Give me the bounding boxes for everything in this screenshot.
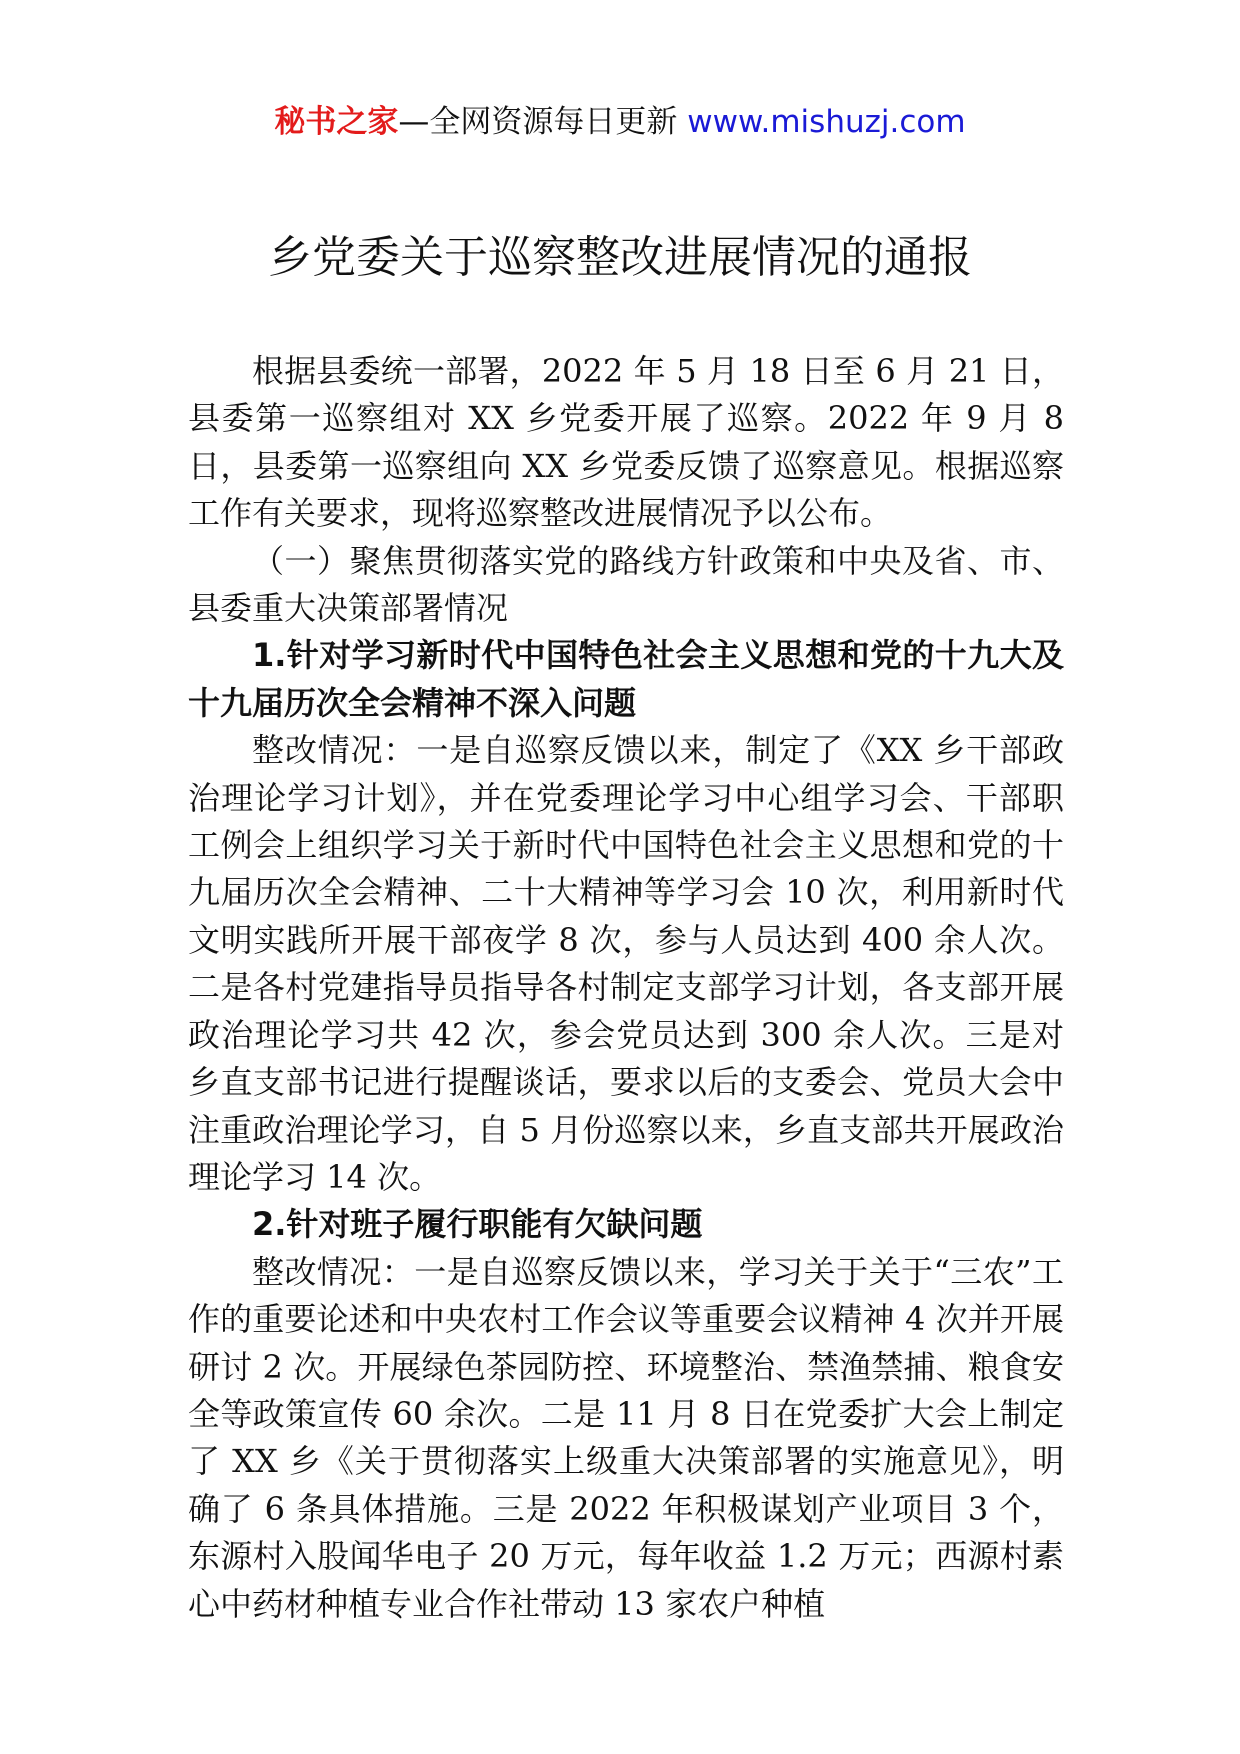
document-title: 乡党委关于巡察整改进展情况的通报 xyxy=(268,232,972,283)
site-brand: 秘书之家 xyxy=(274,104,399,140)
issue-heading-2: 2.针对班子履行职能有欠缺问题 xyxy=(252,1205,703,1244)
document-body xyxy=(188,348,1064,1628)
rectification-paragraph-1: 整改情况：一是自巡察反馈以来，制定了《XX 乡干部政治理论学习计划》，并在党委理论学习中心组学习会、干部职工例会上组织学习关于新时代中国特色社会主义思想和党的十九届历次全会精神、二十大精神等学习会 10 次，利用新时代文明实践所开展干部夜学 8 次，参与人员达到 400 余人次。二是各村党建指导员指导各村制定支部学习计划，各支部开展政治理论学习共 42 次，参会党员达到 300 余人次。三是对乡直支部书记进行提醒谈话，要求以后的支委会、党员大会中注重政治理论学习，自 5 月份巡察以来，乡直支部共开展政治理论学习 14 次。 xyxy=(188,731,1064,1196)
site-url-link[interactable]: www.mishuzj.com xyxy=(687,104,966,140)
site-banner xyxy=(0,102,1240,142)
section-heading-1: （一）聚焦贯彻落实党的路线方针政策和中央及省、市、县委重大决策部署情况 xyxy=(188,541,1064,628)
site-slogan: —全网资源每日更新 xyxy=(398,104,688,140)
issue-heading-1: 1.针对学习新时代中国特色社会主义思想和党的十九大及十九届历次全会精神不深入问题 xyxy=(188,636,1064,722)
intro-paragraph: 根据县委统一部署，2022 年 5 月 18 日至 6 月 21 日，县委第一巡察组对 XX 乡党委开展了巡察。2022 年 9 月 8 日，县委第一巡察组向 XX 乡党委反馈了巡察意见。根据巡察工作有关要求，现将巡察整改进展情况予以公布。 xyxy=(188,352,1064,533)
rectification-paragraph-2: 整改情况：一是自巡察反馈以来，学习关于关于“三农”工作的重要论述和中央农村工作会议等重要会议精神 4 次并开展研讨 2 次。开展绿色茶园防控、环境整治、禁渔禁捕、粮食安全等政策宣传 60 余次。二是 11 月 8 日在党委扩大会上制定了 XX 乡《关于贯彻落实上级重大决策部署的实施意见》，明确了 6 条具体措施。三是 2022 年积极谋划产业项目 3 个，东源村入股闻华电子 20 万元，每年收益 1.2 万元；西源村素心中药材种植专业合作社带动 13 家农户种植 xyxy=(188,1252,1064,1623)
